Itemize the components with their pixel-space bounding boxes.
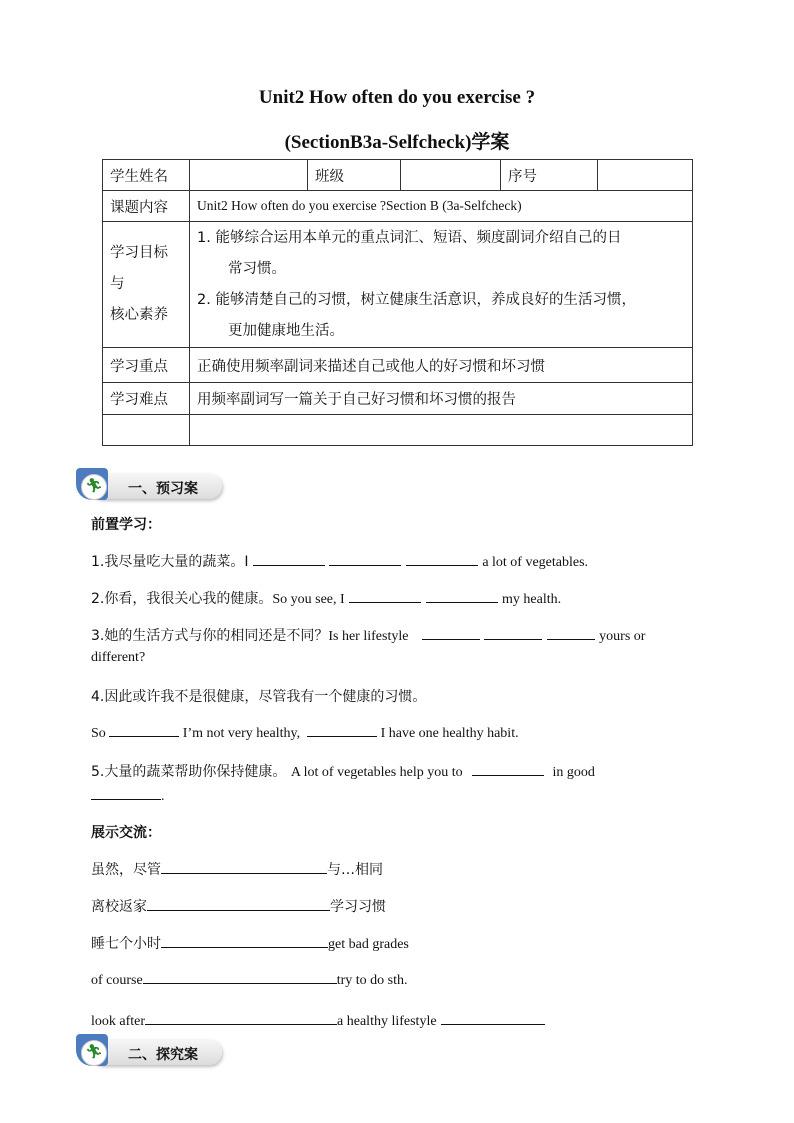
goal-text: 能够综合运用本单元的重点词汇、短语、频度副词介绍自己的日	[215, 229, 622, 246]
question-text: 2.你看，我很关心我的健康。	[91, 591, 273, 607]
table-row	[103, 348, 693, 383]
goal-text: 常习惯。	[228, 260, 286, 277]
goal-item	[197, 223, 685, 254]
question-text: I’m not very healthy,	[182, 726, 301, 741]
preview-heading: 前置学习：	[91, 517, 161, 533]
question-5	[91, 761, 595, 781]
topic-value: Unit2 How often do you exercise ?Section B (3a-Selfcheck)	[190, 191, 693, 222]
question-text: in good	[552, 765, 595, 780]
difficulty-value: 用频率副词写一篇关于自己好习惯和坏习惯的报告	[190, 383, 693, 415]
goal-item	[197, 285, 685, 316]
phrase-text: look after	[91, 1014, 146, 1029]
table-row	[103, 222, 693, 348]
show-heading: 展示交流：	[91, 825, 161, 841]
phrase-text: try to do sth.	[336, 973, 408, 988]
phrase-text: 虽然，尽管	[91, 862, 161, 878]
topic-label: 课题内容	[103, 191, 190, 222]
phrase-text: 学习习惯	[330, 899, 386, 915]
answer-blank[interactable]	[547, 627, 595, 640]
goal-number: 2.	[197, 291, 211, 308]
answer-blank[interactable]	[426, 590, 498, 603]
phrase-text: a healthy lifestyle	[337, 1014, 437, 1029]
answer-blank[interactable]	[422, 627, 480, 640]
question-text: 5.大量的蔬菜帮助你保持健康。	[91, 764, 287, 780]
phrase-row	[91, 1012, 545, 1030]
question-text: A lot of vegetables help you to	[290, 765, 463, 780]
difficulty-label: 学习难点	[103, 383, 190, 415]
student-name-cell[interactable]	[190, 160, 308, 191]
table-row	[103, 415, 693, 446]
section-header-explore	[76, 1034, 226, 1068]
question-text: a lot of vegetables.	[482, 555, 589, 570]
class-label: 班级	[308, 160, 401, 191]
seat-number-cell[interactable]	[598, 160, 693, 191]
answer-blank[interactable]	[441, 1012, 545, 1025]
answer-blank[interactable]	[253, 553, 325, 566]
phrase-row	[91, 971, 407, 989]
page-title: Unit2 How often do you exercise ?	[258, 87, 536, 108]
question-text: I have one healthy habit.	[380, 726, 519, 741]
section-badge	[76, 1034, 108, 1066]
question-4-en	[91, 724, 519, 742]
phrase-row	[91, 859, 383, 879]
goals-label-line: 与	[110, 276, 125, 292]
table-row	[103, 191, 693, 222]
question-2	[91, 588, 561, 608]
question-text: Is her lifestyle	[328, 629, 409, 644]
question-text: So you see, I	[272, 592, 345, 607]
phrase-row	[91, 896, 386, 916]
question-text: 1.我尽量吃大量的蔬菜。I	[91, 554, 249, 570]
focus-label: 学习重点	[103, 348, 190, 383]
runner-icon: 🏃︎	[81, 474, 107, 500]
answer-blank[interactable]	[143, 971, 337, 984]
phrase-text: get bad grades	[328, 937, 409, 952]
section-title: 二、探究案	[128, 1047, 198, 1063]
answer-blank[interactable]	[329, 553, 401, 566]
question-text: my health.	[502, 592, 562, 607]
goals-value	[190, 222, 693, 348]
goal-text: 能够清楚自己的习惯，树立健康生活意识，养成良好的生活习惯，	[215, 291, 636, 308]
answer-blank[interactable]	[161, 935, 328, 948]
question-5-cont	[91, 787, 165, 805]
question-text: 3.她的生活方式与你的相同还是不同？	[91, 628, 329, 644]
focus-value: 正确使用频率副词来描述自己或他人的好习惯和坏习惯	[190, 348, 693, 383]
question-text: .	[161, 789, 165, 804]
table-row	[103, 160, 693, 191]
answer-blank[interactable]	[484, 627, 542, 640]
student-name-label: 学生姓名	[103, 160, 190, 191]
goal-text: 更加健康地生活。	[228, 322, 344, 339]
page-subtitle: (SectionB3a-Selfcheck)学案	[284, 132, 510, 153]
goals-label-line: 核心素养	[110, 307, 168, 323]
answer-blank[interactable]	[472, 763, 544, 776]
section-badge	[76, 468, 108, 500]
seat-number-label: 序号	[501, 160, 598, 191]
question-3-cont: different?	[91, 650, 146, 665]
question-text: So	[91, 726, 106, 741]
answer-blank[interactable]	[406, 553, 478, 566]
info-table	[102, 159, 693, 446]
phrase-text: 离校返家	[91, 899, 147, 915]
phrase-row	[91, 933, 409, 953]
empty-label-cell	[103, 415, 190, 446]
section-header-preview	[76, 468, 226, 502]
goals-label	[103, 222, 190, 348]
question-4: 4.因此或许我不是很健康，尽管我有一个健康的习惯。	[91, 689, 427, 705]
question-text: yours or	[599, 629, 646, 644]
answer-blank[interactable]	[161, 861, 327, 874]
phrase-text: 与…相同	[327, 862, 383, 878]
answer-blank[interactable]	[147, 898, 330, 911]
table-row	[103, 383, 693, 415]
answer-blank[interactable]	[91, 787, 161, 800]
phrase-text: of course	[91, 973, 143, 988]
answer-blank[interactable]	[109, 724, 179, 737]
phrase-text: 睡七个小时	[91, 936, 161, 952]
class-cell[interactable]	[401, 160, 501, 191]
empty-value-cell	[190, 415, 693, 446]
runner-icon: 🏃︎	[81, 1040, 107, 1066]
question-3	[91, 625, 645, 645]
answer-blank[interactable]	[349, 590, 421, 603]
answer-blank[interactable]	[145, 1012, 337, 1025]
goals-label-line: 学习目标	[110, 245, 168, 261]
question-1	[91, 551, 588, 571]
section-title: 一、预习案	[128, 481, 198, 497]
goal-number: 1.	[197, 229, 211, 246]
answer-blank[interactable]	[307, 724, 377, 737]
